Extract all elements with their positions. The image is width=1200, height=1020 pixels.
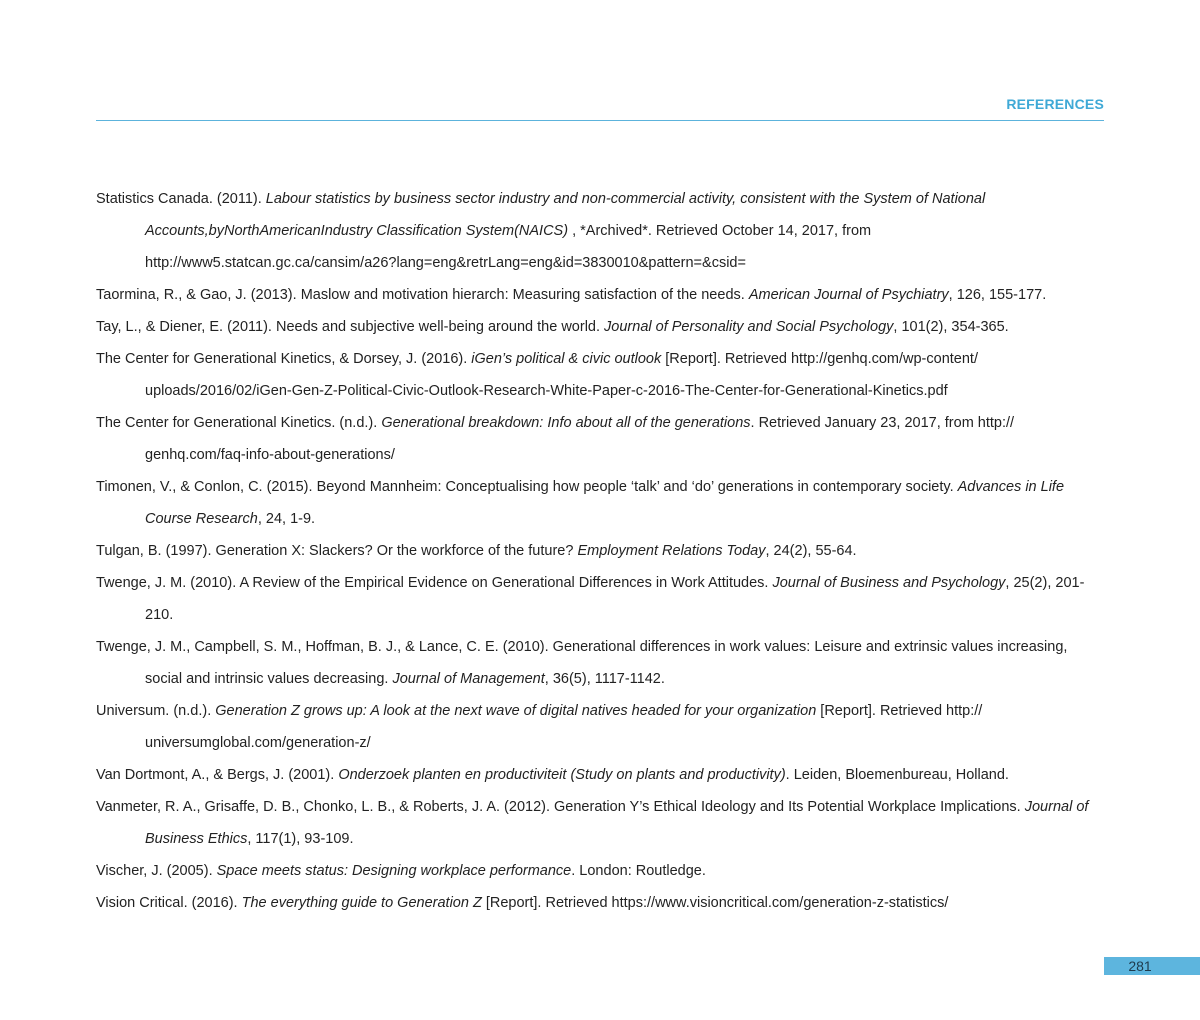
reference-text: [Report]. Retrieved https://www.visioncritical.com/generation-z-statistics/ (481, 895, 949, 911)
reference-text: The Center for Generational Kinetics. (n.d.). (96, 415, 382, 431)
reference-entry (96, 567, 1108, 631)
reference-title: Journal of Management (392, 671, 545, 687)
reference-entry (96, 535, 1108, 567)
reference-title: Journal of Business and Psychology (772, 575, 1006, 591)
reference-title: Space meets status: Designing workplace performance (216, 863, 572, 879)
reference-list (96, 183, 1108, 919)
reference-text: , 36(5), 1117-1142. (544, 671, 665, 687)
reference-title: Advances in Life Course Research (145, 479, 1065, 527)
reference-title: Employment Relations Today (577, 543, 766, 559)
reference-entry (96, 279, 1108, 311)
reference-text: . London: Routledge. (571, 863, 706, 879)
reference-text: Taormina, R., & Gao, J. (2013). Maslow and motivation hierarch: Measuring satisfaction of the needs. (96, 287, 749, 303)
reference-entry (96, 887, 1108, 919)
reference-text: Tay, L., & Diener, E. (2011). Needs and subjective well-being around the world. (96, 319, 605, 335)
reference-text: Van Dortmont, A., & Bergs, J. (2001). (96, 767, 339, 783)
reference-text: . Retrieved January 23, 2017, from http:// genhq.com/faq-info-about-generations/ (145, 415, 1015, 463)
reference-entry (96, 791, 1108, 855)
reference-title: Onderzoek planten en productiviteit (Study on plants and productivity) (338, 767, 786, 783)
reference-title: iGen’s political & civic outlook (471, 351, 662, 367)
reference-text: Statistics Canada. (2011). (96, 191, 266, 207)
reference-text: Universum. (n.d.). (96, 703, 216, 719)
reference-entry (96, 407, 1108, 471)
reference-title: Generational breakdown: Info about all of the generations (381, 415, 751, 431)
reference-text: Twenge, J. M., Campbell, S. M., Hoffman, B. J., & Lance, C. E. (2010). Generational differences in work values: Leisure and extrinsic values increasing, social and intrinsic values decreasing. (96, 639, 1068, 687)
reference-text: , 25(2), 201-210. (145, 575, 1085, 623)
reference-entry (96, 695, 1108, 759)
reference-text: [Report]. Retrieved http://genhq.com/wp-content/ uploads/2016/02/iGen-Gen-Z-Political-Civic-Outlook-Research-White-Paper-c-2016-The-Center-for-Generational-Kinetics.pdf (145, 351, 978, 399)
reference-title: The everything guide to Generation Z (241, 895, 482, 911)
section-title: REFERENCES (1006, 96, 1104, 112)
reference-entry (96, 471, 1108, 535)
reference-text: Vanmeter, R. A., Grisaffe, D. B., Chonko, L. B., & Roberts, J. A. (2012). Generation Y’s Ethical Ideology and Its Potential Workplace Implications. (96, 799, 1025, 815)
page-number: 281 (1128, 958, 1152, 974)
reference-text: . Leiden, Bloemenbureau, Holland. (785, 767, 1009, 783)
reference-text: , 101(2), 354-365. (893, 319, 1009, 335)
reference-entry (96, 183, 1108, 279)
reference-text: Timonen, V., & Conlon, C. (2015). Beyond Mannheim: Conceptualising how people ‘talk’ and ‘do’ generations in contemporary society. (96, 479, 958, 495)
reference-text: , *Archived*. Retrieved October 14, 2017, from http://www5.statcan.gc.ca/cansim/a26?lang=eng&retrLang=eng&id=3830010&pattern=&csid= (145, 223, 872, 271)
reference-title: Journal of Business Ethics (145, 799, 1089, 847)
reference-text: Vision Critical. (2016). (96, 895, 242, 911)
reference-text: Twenge, J. M. (2010). A Review of the Empirical Evidence on Generational Differences in Work Attitudes. (96, 575, 773, 591)
reference-text: , 117(1), 93-109. (247, 831, 354, 847)
reference-entry (96, 631, 1108, 695)
reference-entry (96, 855, 1108, 887)
reference-text: Vischer, J. (2005). (96, 863, 217, 879)
header-divider (96, 120, 1104, 121)
reference-title: Journal of Personality and Social Psychology (604, 319, 894, 335)
reference-text: [Report]. Retrieved http:// universumglobal.com/generation-z/ (145, 703, 983, 751)
reference-text: , 24, 1-9. (257, 511, 316, 527)
page-number-tab (1104, 957, 1200, 975)
reference-title: Generation Z grows up: A look at the next wave of digital natives headed for your organization (215, 703, 817, 719)
reference-entry (96, 759, 1108, 791)
reference-title: American Journal of Psychiatry (748, 287, 949, 303)
reference-text: , 24(2), 55-64. (765, 543, 857, 559)
reference-entry (96, 311, 1108, 343)
reference-title: Labour statistics by business sector industry and non-commercial activity, consistent with the System of National Accounts,byNorthAmericanIndustry Classification System(NAICS) (145, 191, 986, 239)
reference-entry (96, 343, 1108, 407)
reference-text: The Center for Generational Kinetics, & Dorsey, J. (2016). (96, 351, 472, 367)
reference-text: Tulgan, B. (1997). Generation X: Slackers? Or the workforce of the future? (96, 543, 578, 559)
reference-text: , 126, 155-177. (948, 287, 1047, 303)
